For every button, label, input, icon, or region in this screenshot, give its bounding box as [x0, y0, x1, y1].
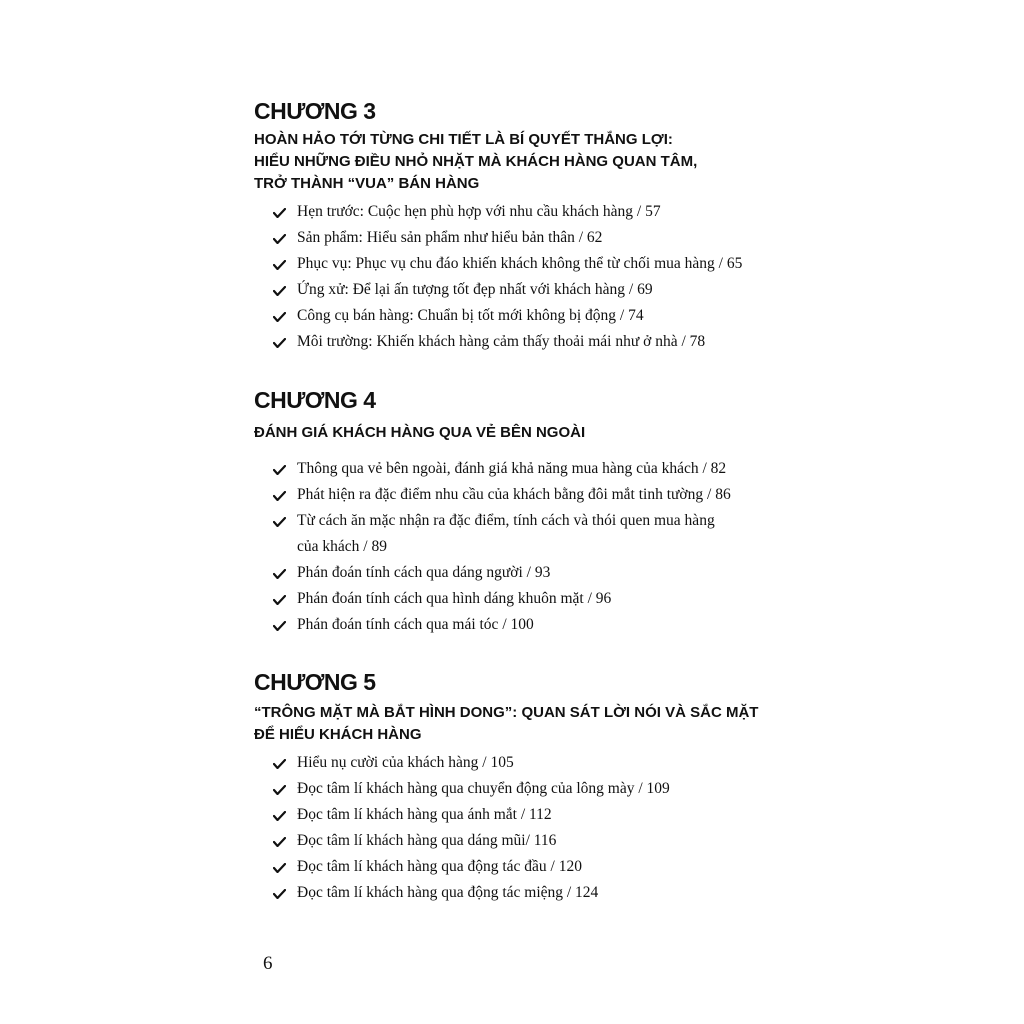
- checkmark-icon: [273, 854, 287, 880]
- checkmark-icon: [273, 508, 287, 534]
- toc-entry-text: Phục vụ: Phục vụ chu đáo khiến khách không thể từ chối mua hàng / 65: [297, 255, 743, 272]
- toc-entry[interactable]: [254, 802, 794, 828]
- chapter-3: [254, 97, 794, 355]
- checkmark-icon: [273, 828, 287, 854]
- chapter-subtitle: [254, 702, 794, 746]
- checkmark-icon: [273, 586, 287, 612]
- checkmark-icon: [273, 456, 287, 482]
- subtitle-line: ĐÁNH GIÁ KHÁCH HÀNG QUA VẺ BÊN NGOÀI: [254, 424, 586, 441]
- checkmark-icon: [273, 251, 287, 277]
- toc-entry[interactable]: [254, 199, 794, 225]
- toc-entry[interactable]: [254, 456, 794, 482]
- toc-entry[interactable]: [254, 828, 794, 854]
- toc-entry[interactable]: [254, 277, 794, 303]
- checkmark-icon: [273, 199, 287, 225]
- toc-entry-text: Phát hiện ra đặc điểm nhu cầu của khách bằng đôi mắt tinh tường / 86: [297, 486, 731, 503]
- chapter-title: CHƯƠNG 3: [254, 98, 376, 124]
- toc-entry-text: Đọc tâm lí khách hàng qua chuyển động của lông mày / 109: [297, 780, 670, 797]
- toc-entry[interactable]: [254, 586, 794, 612]
- subtitle-line: TRỞ THÀNH “VUA” BÁN HÀNG: [254, 175, 480, 192]
- toc-entry[interactable]: [254, 776, 794, 802]
- toc-entry[interactable]: [254, 508, 794, 560]
- checkmark-icon: [273, 482, 287, 508]
- checkmark-icon: [273, 880, 287, 906]
- checkmark-icon: [273, 802, 287, 828]
- checkmark-icon: [273, 303, 287, 329]
- subtitle-line: HOÀN HẢO TỚI TỪNG CHI TIẾT LÀ BÍ QUYẾT THẮNG LỢI:: [254, 131, 673, 148]
- checkmark-icon: [273, 560, 287, 586]
- checkmark-icon: [273, 776, 287, 802]
- chapter-title: CHƯƠNG 5: [254, 669, 376, 695]
- toc-entry[interactable]: [254, 750, 794, 776]
- toc-entry[interactable]: [254, 251, 794, 277]
- toc-entry[interactable]: [254, 225, 794, 251]
- toc-entry-text: Hiểu nụ cười của khách hàng / 105: [297, 754, 514, 771]
- toc-entry-text: Từ cách ăn mặc nhận ra đặc điểm, tính cách và thói quen mua hàng: [297, 512, 715, 529]
- toc-entry-text: Đọc tâm lí khách hàng qua dáng mũi/ 116: [297, 832, 557, 849]
- checkmark-icon: [273, 225, 287, 251]
- checkmark-icon: [273, 277, 287, 303]
- toc-entry-text: Ứng xử: Để lại ấn tượng tốt đẹp nhất với khách hàng / 69: [297, 281, 653, 298]
- checkmark-icon: [273, 612, 287, 638]
- toc-entry-text: Đọc tâm lí khách hàng qua động tác miệng / 124: [297, 884, 599, 901]
- toc-entry[interactable]: [254, 880, 794, 906]
- toc-entry-text: Công cụ bán hàng: Chuẩn bị tốt mới không bị động / 74: [297, 307, 644, 324]
- toc-entry-text-continuation: của khách / 89: [297, 538, 387, 555]
- toc-list: [254, 750, 794, 906]
- toc-entry[interactable]: [254, 303, 794, 329]
- checkmark-icon: [273, 329, 287, 355]
- subtitle-line: HIỂU NHỮNG ĐIỀU NHỎ NHẶT MÀ KHÁCH HÀNG QUAN TÂM,: [254, 153, 698, 170]
- chapter-4: [254, 386, 794, 638]
- toc-entry[interactable]: [254, 560, 794, 586]
- toc-entry[interactable]: [254, 854, 794, 880]
- toc-entry-text: Phán đoán tính cách qua dáng người / 93: [297, 564, 551, 581]
- toc-entry-text: Đọc tâm lí khách hàng qua động tác đầu / 120: [297, 858, 582, 875]
- toc-entry[interactable]: [254, 482, 794, 508]
- chapter-title: CHƯƠNG 4: [254, 387, 376, 413]
- chapter-subtitle: [254, 129, 794, 195]
- toc-list: [254, 456, 794, 638]
- toc-entry-text: Thông qua vẻ bên ngoài, đánh giá khả năng mua hàng của khách / 82: [297, 460, 727, 477]
- toc-entry-text: Phán đoán tính cách qua mái tóc / 100: [297, 616, 534, 633]
- toc-entry[interactable]: [254, 329, 794, 355]
- subtitle-line: ĐỂ HIỂU KHÁCH HÀNG: [254, 726, 422, 743]
- chapter-5: [254, 668, 794, 906]
- toc-entry-text: Đọc tâm lí khách hàng qua ánh mắt / 112: [297, 806, 552, 823]
- toc-entry-text: Hẹn trước: Cuộc hẹn phù hợp với nhu cầu khách hàng / 57: [297, 203, 661, 220]
- toc-entry-text: Phán đoán tính cách qua hình dáng khuôn mặt / 96: [297, 590, 612, 607]
- subtitle-line: “TRÔNG MẶT MÀ BẮT HÌNH DONG”: QUAN SÁT LỜI NÓI VÀ SẮC MẶT: [254, 704, 759, 721]
- page-number: 6: [263, 953, 273, 974]
- toc-entry[interactable]: [254, 612, 794, 638]
- toc-entry-text: Sản phẩm: Hiểu sản phẩm như hiểu bản thân / 62: [297, 229, 603, 246]
- toc-list: [254, 199, 794, 355]
- chapter-subtitle: [254, 422, 794, 444]
- toc-entry-text: Môi trường: Khiến khách hàng cảm thấy thoải mái như ở nhà / 78: [297, 333, 706, 350]
- checkmark-icon: [273, 750, 287, 776]
